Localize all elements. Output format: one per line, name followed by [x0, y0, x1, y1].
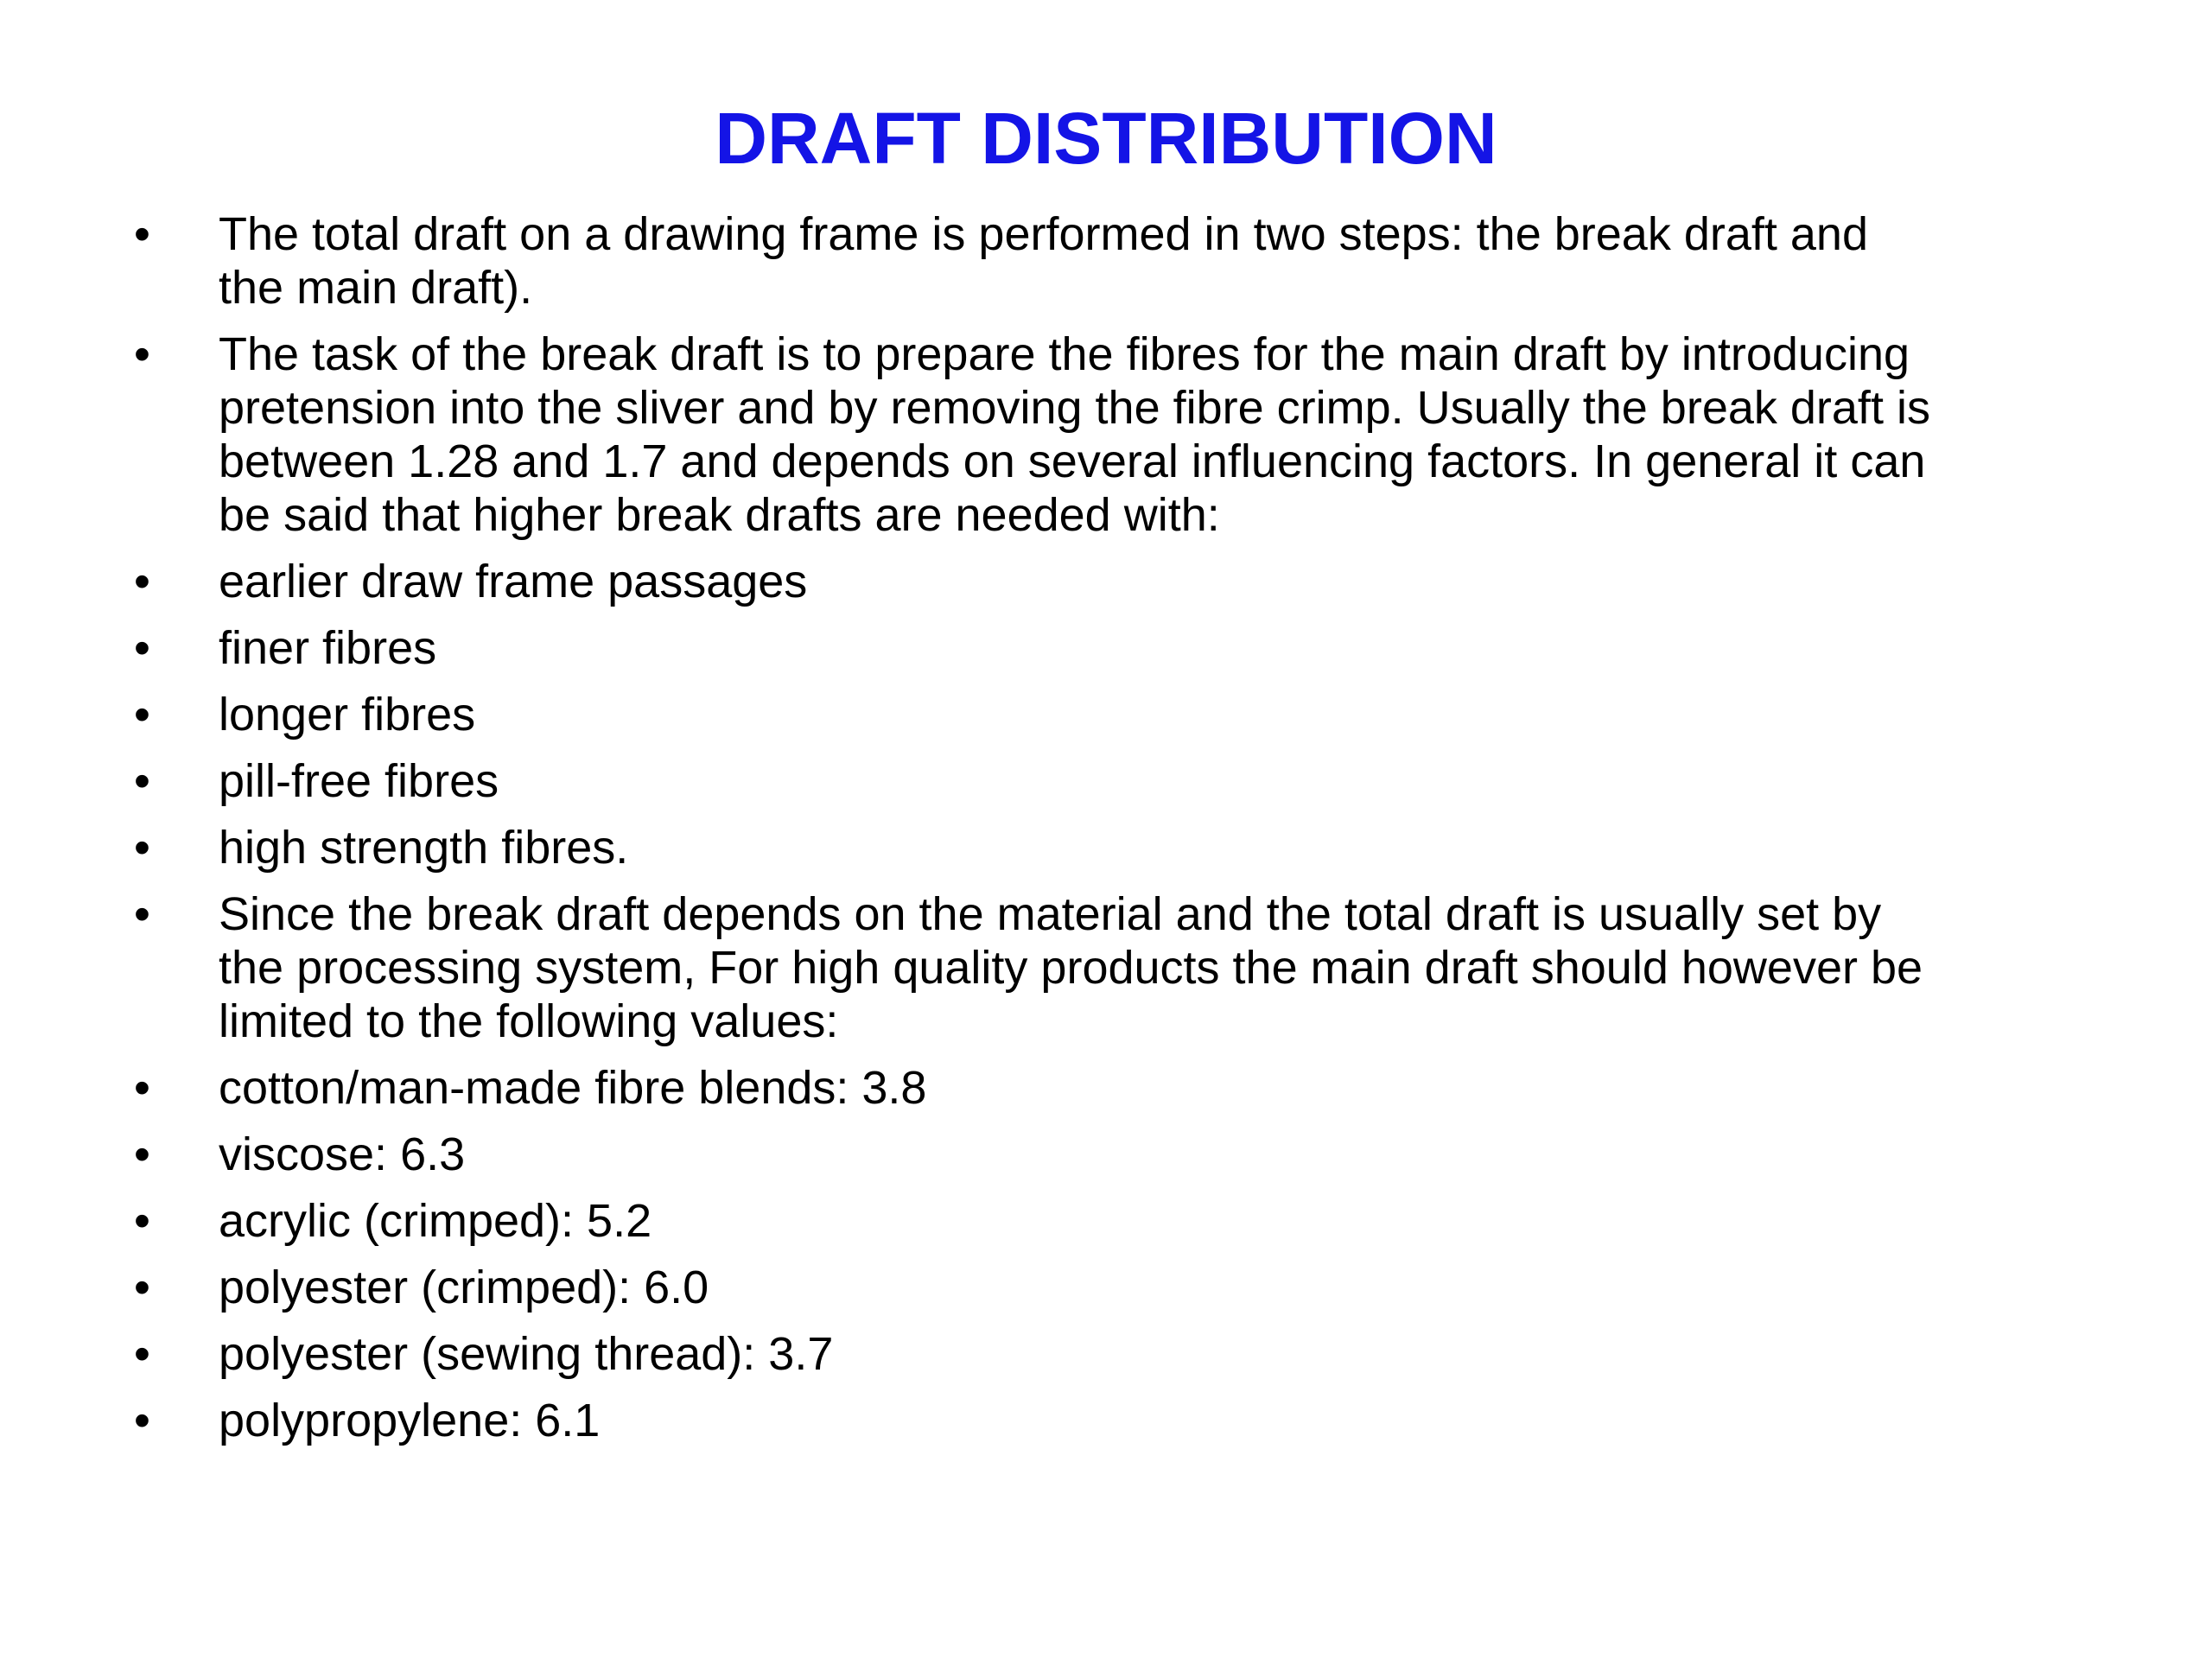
bullet-item: [0, 621, 2212, 675]
bullet-item: [0, 1261, 2212, 1314]
bullet-item: [0, 688, 2212, 741]
bullet-item: [0, 1061, 2212, 1115]
bullet-text: longer fibres: [219, 689, 476, 741]
bullet-text: high strength fibres.: [219, 822, 629, 874]
bullet-item: [0, 1394, 2212, 1447]
bullet-item: [0, 754, 2212, 808]
bullet-text: finer fibres: [219, 622, 437, 674]
bullet-icon: •: [134, 1328, 150, 1380]
bullet-icon: •: [134, 556, 150, 607]
bullet-icon: •: [134, 1195, 150, 1247]
bullet-icon: •: [134, 1128, 150, 1180]
bullet-icon: •: [134, 755, 150, 807]
bullet-icon: •: [134, 1062, 150, 1114]
bullet-text: polyester (sewing thread): 3.7: [219, 1328, 834, 1380]
bullet-text: acrylic (crimped): 5.2: [219, 1195, 652, 1247]
bullet-item: [0, 821, 2212, 874]
bullet-item: [0, 555, 2212, 608]
bullet-text: earlier draw frame passages: [219, 556, 808, 607]
bullet-icon: •: [134, 1395, 150, 1446]
bullet-item: [0, 887, 2212, 1048]
slide-title: DRAFT DISTRIBUTION: [715, 98, 1497, 179]
bullet-icon: •: [134, 622, 150, 674]
bullet-text: cotton/man-made fibre blends: 3.8: [219, 1062, 927, 1114]
bullet-item: [0, 1194, 2212, 1248]
bullet-text: The total draft on a drawing frame is performed in two steps: the break draft and the main draft).: [219, 208, 1868, 314]
bullet-text: The task of the break draft is to prepare the fibres for the main draft by introducing pretension into the sliver and by removing the fibre crimp. Usually the break draft is between 1.28 and 1.7 and depends on several influencing factors. In general it can be said that higher break drafts are needed with:: [219, 328, 1930, 541]
bullet-text: pill-free fibres: [219, 755, 499, 807]
bullet-list: [0, 207, 2212, 1460]
bullet-item: [0, 1327, 2212, 1381]
bullet-icon: •: [134, 328, 150, 380]
bullet-item: [0, 327, 2212, 542]
bullet-item: [0, 1128, 2212, 1181]
bullet-text: Since the break draft depends on the material and the total draft is usually set by the processing system, For high quality products the main draft should however be limited to the following values:: [219, 888, 1923, 1047]
bullet-icon: •: [134, 689, 150, 741]
bullet-text: viscose: 6.3: [219, 1128, 466, 1180]
bullet-text: polyester (crimped): 6.0: [219, 1262, 709, 1313]
bullet-icon: •: [134, 1262, 150, 1313]
bullet-icon: •: [134, 208, 150, 260]
bullet-text: polypropylene: 6.1: [219, 1395, 601, 1446]
bullet-icon: •: [134, 822, 150, 874]
bullet-item: [0, 207, 2212, 315]
bullet-icon: •: [134, 888, 150, 940]
